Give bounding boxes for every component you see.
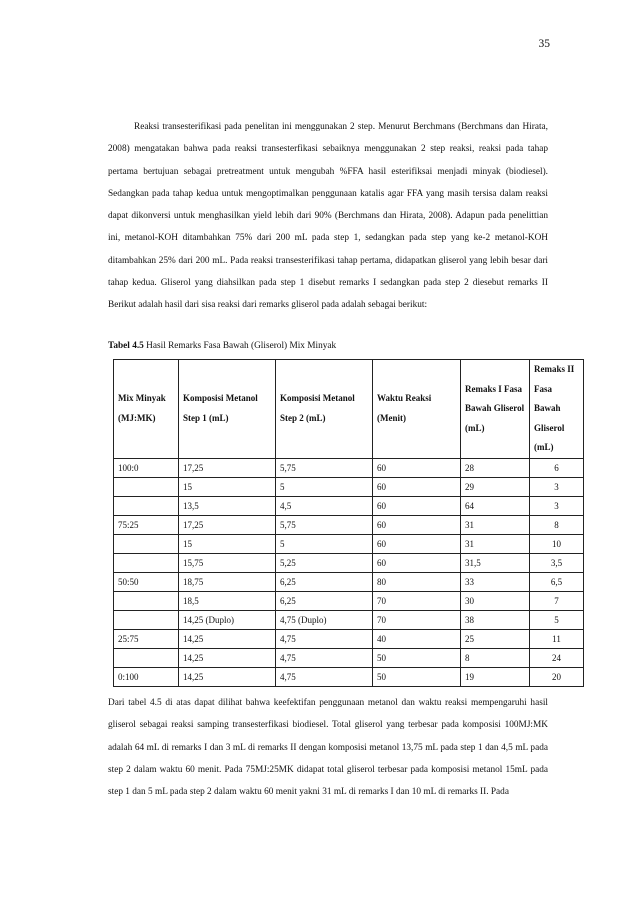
paragraph-1-text: Reaksi transesterifikasi pada penelitan ini menggunakan 2 step. Menurut Berchmans (Berchmans dan Hirata, 2008) mengatakan bahwa pada reaksi transesterfikasi sebaiknya menggunakan 2 step reaksi, reaksi pada tahap pertama bertujuan sebagai pretreatment untuk mengubah %FFA hasil esterifiksai menjadi minyak (biodiesel). Sedangkan pada tahap kedua untuk mengoptimalkan penggunaan katalis agar FFA yang masih tersisa dalam reaksi dapat dikonversi untuk menghasilkan yield lebih dari 90% (Berchmans dan Hirata, 2008). Adapun pada penelittian ini, metanol-KOH ditambahkan 75% dari 200 mL pada step 1, sedangkan pada step yang ke-2 metanol-KOH ditambahkan 25% dari 200 mL. Pada reaksi transesterifikasi tahap pertama, didapatkan gliserol yang lebih besar dari tahap kedua. Gliserol yang diahsilkan pada step 1 disebut remarks I sedangkan pada step 2 diesebut remarks II Berikut adalah hasil dari sisa reaksi dari remarks gliserol pada adalah sebagai berikut: <box>108 122 548 311</box>
table-cell <box>114 477 179 496</box>
table-cell: 60 <box>373 553 461 572</box>
table-caption-text: Hasil Remarks Fasa Bawah (Gliserol) Mix Minyak <box>146 341 337 351</box>
table-cell: 5,75 <box>276 458 373 477</box>
table-cell: 15 <box>179 534 276 553</box>
paragraph-2 <box>108 692 548 803</box>
table-cell: 31 <box>461 515 530 534</box>
table-cell: 75:25 <box>114 515 179 534</box>
table-cell <box>114 610 179 629</box>
table-cell: 3 <box>530 496 584 515</box>
table-row <box>114 553 584 572</box>
table-cell: 60 <box>373 458 461 477</box>
table-cell: 50 <box>373 648 461 667</box>
table-cell: 4,75 <box>276 629 373 648</box>
table-row <box>114 629 584 648</box>
table-cell <box>114 496 179 515</box>
table-cell: 100:0 <box>114 458 179 477</box>
table-cell <box>114 591 179 610</box>
table-cell <box>114 553 179 572</box>
table-cell: 40 <box>373 629 461 648</box>
header-waktu: Waktu Reaksi (Menit) <box>373 360 461 459</box>
table-cell: 15 <box>179 477 276 496</box>
table-cell: 60 <box>373 496 461 515</box>
results-table <box>113 359 584 687</box>
table-header-row <box>114 360 584 459</box>
table-cell: 3 <box>530 477 584 496</box>
table-cell: 33 <box>461 572 530 591</box>
table-cell: 14,25 <box>179 667 276 686</box>
table-cell: 14,25 (Duplo) <box>179 610 276 629</box>
table-cell: 5,25 <box>276 553 373 572</box>
table-cell: 11 <box>530 629 584 648</box>
table-cell: 18,75 <box>179 572 276 591</box>
table-row <box>114 496 584 515</box>
header-remaks-2: Remaks II Fasa Bawah Gliserol (mL) <box>530 360 584 459</box>
table-cell: 31 <box>461 534 530 553</box>
table-cell: 3,5 <box>530 553 584 572</box>
table-cell: 5,75 <box>276 515 373 534</box>
header-remaks-1: Remaks I Fasa Bawah Gliserol (mL) <box>461 360 530 459</box>
table-cell <box>114 648 179 667</box>
table-cell: 6,25 <box>276 572 373 591</box>
table-cell: 60 <box>373 515 461 534</box>
page-number: 35 <box>538 38 550 50</box>
table-cell: 30 <box>461 591 530 610</box>
table-cell: 31,5 <box>461 553 530 572</box>
table-cell: 10 <box>530 534 584 553</box>
table-cell: 4,5 <box>276 496 373 515</box>
table-cell: 5 <box>530 610 584 629</box>
table-cell: 25 <box>461 629 530 648</box>
table-cell: 50:50 <box>114 572 179 591</box>
table-cell: 50 <box>373 667 461 686</box>
table-row <box>114 648 584 667</box>
header-mix: Mix Minyak (MJ:MK) <box>114 360 179 459</box>
table-cell: 7 <box>530 591 584 610</box>
table-cell: 4,75 <box>276 648 373 667</box>
table-cell: 60 <box>373 477 461 496</box>
table-cell: 8 <box>530 515 584 534</box>
table-cell: 17,25 <box>179 458 276 477</box>
table-cell: 60 <box>373 534 461 553</box>
table-cell: 80 <box>373 572 461 591</box>
table-cell: 28 <box>461 458 530 477</box>
table-cell: 29 <box>461 477 530 496</box>
header-step1: Komposisi Metanol Step 1 (mL) <box>179 360 276 459</box>
paragraph-1 <box>108 116 548 317</box>
table-cell: 38 <box>461 610 530 629</box>
table-cell <box>114 534 179 553</box>
table-caption-label: Tabel 4.5 <box>108 341 144 351</box>
table-cell: 13,5 <box>179 496 276 515</box>
table-cell: 14,25 <box>179 648 276 667</box>
table-cell: 20 <box>530 667 584 686</box>
paragraph-2-text: Dari tabel 4.5 di atas dapat dilihat bahwa keefektifan penggunaan metanol dan waktu reaksi mempengaruhi hasil gliserol sebagai reaksi samping transesterfikasi biodiesel. Total gliserol yang terbesar pada komposisi 100MJ:MK adalah 64 mL di remarks I dan 3 mL di remarks II dengan komposisi metanol 13,75 mL pada step 1 dan 4,5 mL pada step 2 dalam waktu 60 menit. Pada 75MJ:25MK didapat total gliserol terbesar pada komposisi metanol 15mL pada step 1 dan 5 mL pada step 2 dalam waktu 60 menit yakni 31 mL di remarks I dan 10 mL di remarks II. Pada <box>108 698 548 798</box>
table-row <box>114 572 584 591</box>
table-cell: 17,25 <box>179 515 276 534</box>
table-cell: 6,5 <box>530 572 584 591</box>
table-cell: 6,25 <box>276 591 373 610</box>
table-caption <box>108 341 336 351</box>
table-row <box>114 610 584 629</box>
table-row <box>114 667 584 686</box>
table-cell: 70 <box>373 610 461 629</box>
table-cell: 18,5 <box>179 591 276 610</box>
header-step2: Komposisi Metanol Step 2 (mL) <box>276 360 373 459</box>
table-row <box>114 591 584 610</box>
table-row <box>114 534 584 553</box>
table-cell: 25:75 <box>114 629 179 648</box>
table-cell: 70 <box>373 591 461 610</box>
table-cell: 4,75 <box>276 667 373 686</box>
table-row <box>114 477 584 496</box>
table-cell: 24 <box>530 648 584 667</box>
table-cell: 5 <box>276 477 373 496</box>
table-cell: 4,75 (Duplo) <box>276 610 373 629</box>
table-cell: 5 <box>276 534 373 553</box>
table-row <box>114 515 584 534</box>
table-cell: 15,75 <box>179 553 276 572</box>
table-cell: 8 <box>461 648 530 667</box>
table-cell: 6 <box>530 458 584 477</box>
table-cell: 19 <box>461 667 530 686</box>
table-cell: 14,25 <box>179 629 276 648</box>
table-row <box>114 458 584 477</box>
table-cell: 0:100 <box>114 667 179 686</box>
table-cell: 64 <box>461 496 530 515</box>
